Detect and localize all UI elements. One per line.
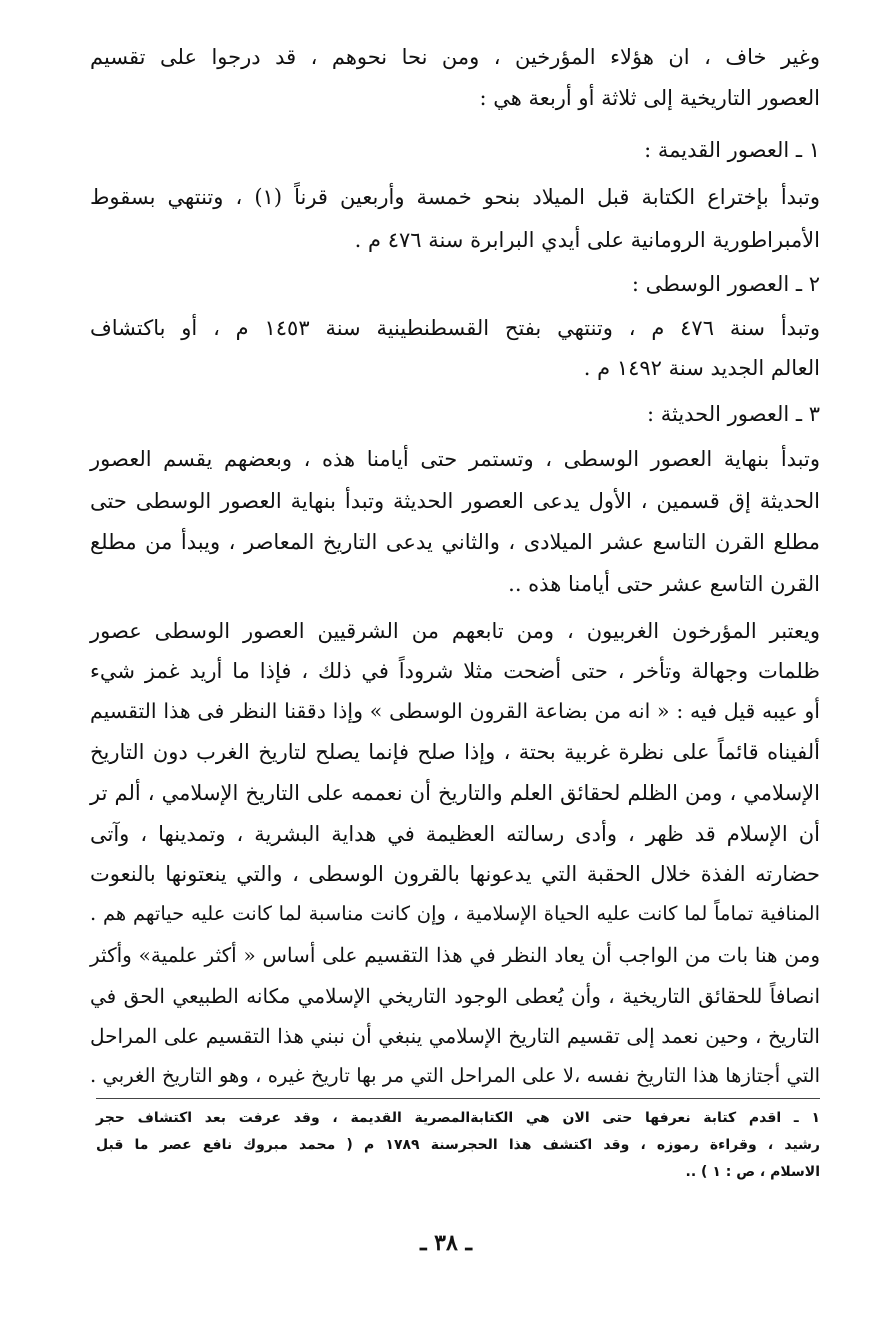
body-line: وغير خاف ، ان هؤلاء المؤرخين ، ومن نحا نحوهم ، قد درجوا على تقسيم (90, 45, 820, 69)
body-line: مطلع القرن التاسع عشر الميلادى ، والثاني يدعى التاريخ المعاصر ، ويبدأ من مطلع (90, 530, 820, 554)
body-line: حضارته الفذة خلال الحقبة التي يدعونها بالقرون الوسطى ، والتي ينعتونها بالنعوت (90, 862, 820, 886)
body-line: انصافاً للحقائق التاريخية ، وأن يُعطى الوجود التاريخي الإسلامي مكانه الطبيعي الحق في (90, 984, 820, 1008)
body-line: العالم الجديد سنة ١٤٩٢ م . (583, 356, 820, 380)
footnote-line: ١ ـ اقدم كتابة نعرفها حتى الان هي الكتابةالمصرية القديمة ، وقد عرفت بعد اكتشاف حجر (96, 1110, 820, 1126)
body-line: الحديثة إق قسمين ، الأول يدعى العصور الحديثة وتبدأ بنهاية العصور الوسطى حتى (90, 489, 820, 513)
body-line: القرن التاسع عشر حتى أيامنا هذه .. (508, 572, 820, 596)
footnote-line: الاسلام ، ص : ١ ) .. (685, 1164, 820, 1180)
body-line: ويعتبر المؤرخون الغربيون ، ومن تابعهم من الشرقيين العصور الوسطى عصور (90, 619, 820, 643)
body-line: ألفيناه قائماً على نظرة غربية بحتة ، وإذا صلح فإنما يصلح لتاريخ الغرب دون التاريخ (90, 740, 820, 764)
body-line: التاريخ ، وحين نعمد إلى تقسيم التاريخ الإسلامي ينبغي أن نبني هذا التقسيم على المراحل (90, 1024, 820, 1048)
body-line: أن الإسلام قد ظهر ، وأدى رسالته العظيمة في هداية البشرية ، وتمدينها ، وآتى (90, 822, 820, 846)
section-heading-modern: ٣ ـ العصور الحديثة : (646, 402, 820, 426)
body-line: وتبدأ بإختراع الكتابة قبل الميلاد بنحو خمسة وأربعين قرناً (١) ، وتنتهي بسقوط (90, 185, 820, 209)
body-line: وتبدأ سنة ٤٧٦ م ، وتنتهي بفتح القسطنطينية سنة ١٤٥٣ م ، أو باكتشاف (90, 316, 820, 340)
section-heading-middle: ٢ ـ العصور الوسطى : (631, 272, 820, 296)
body-line: العصور التاريخية إلى ثلاثة أو أربعة هي : (479, 86, 820, 110)
body-line: التي أجتازها هذا التاريخ نفسه ،لا على المراحل التي مر بها تاريخ غيره ، وهو التاريخ الغربي . (90, 1064, 820, 1087)
body-line: ومن هنا بات من الواجب أن يعاد النظر في هذا التقسيم على أساس « أكثر علمية» وأكثر (90, 943, 820, 967)
body-line: وتبدأ بنهاية العصور الوسطى ، وتستمر حتى أيامنا هذه ، وبعضهم يقسم العصور (90, 447, 820, 471)
body-line: الإسلامي ، ومن الظلم لحقائق العلم والتاريخ أن نعممه على التاريخ الإسلامي ، ألم تر (90, 781, 820, 805)
page-number: ـ ٣٨ ـ (420, 1230, 472, 1256)
body-line: المنافية تماماً لما كانت عليه الحياة الإسلامية ، وإن كانت مناسبة لما كانت عليه حياتهم هم . (90, 902, 820, 925)
footnote-divider (96, 1098, 820, 1099)
body-line: ظلمات وجهالة وتأخر ، حتى أضحت مثلا شروداً في ذلك ، فإذا ما أريد غمز شيء (90, 659, 820, 683)
section-heading-ancient: ١ ـ العصور القديمة : (644, 138, 820, 162)
body-line: أو عيبه قيل فيه : « انه من بضاعة القرون الوسطى » وإذا دققنا النظر فى هذا التقسيم (90, 699, 820, 723)
body-line: الأمبراطورية الرومانية على أيدي البرابرة سنة ٤٧٦ م . (354, 228, 820, 252)
footnote-line: رشيد ، وقراءة رموزه ، وقد اكتشف هذا الحجرسنة ١٧٨٩ م ( محمد مبروك نافع عصر ما قبل (96, 1137, 820, 1153)
